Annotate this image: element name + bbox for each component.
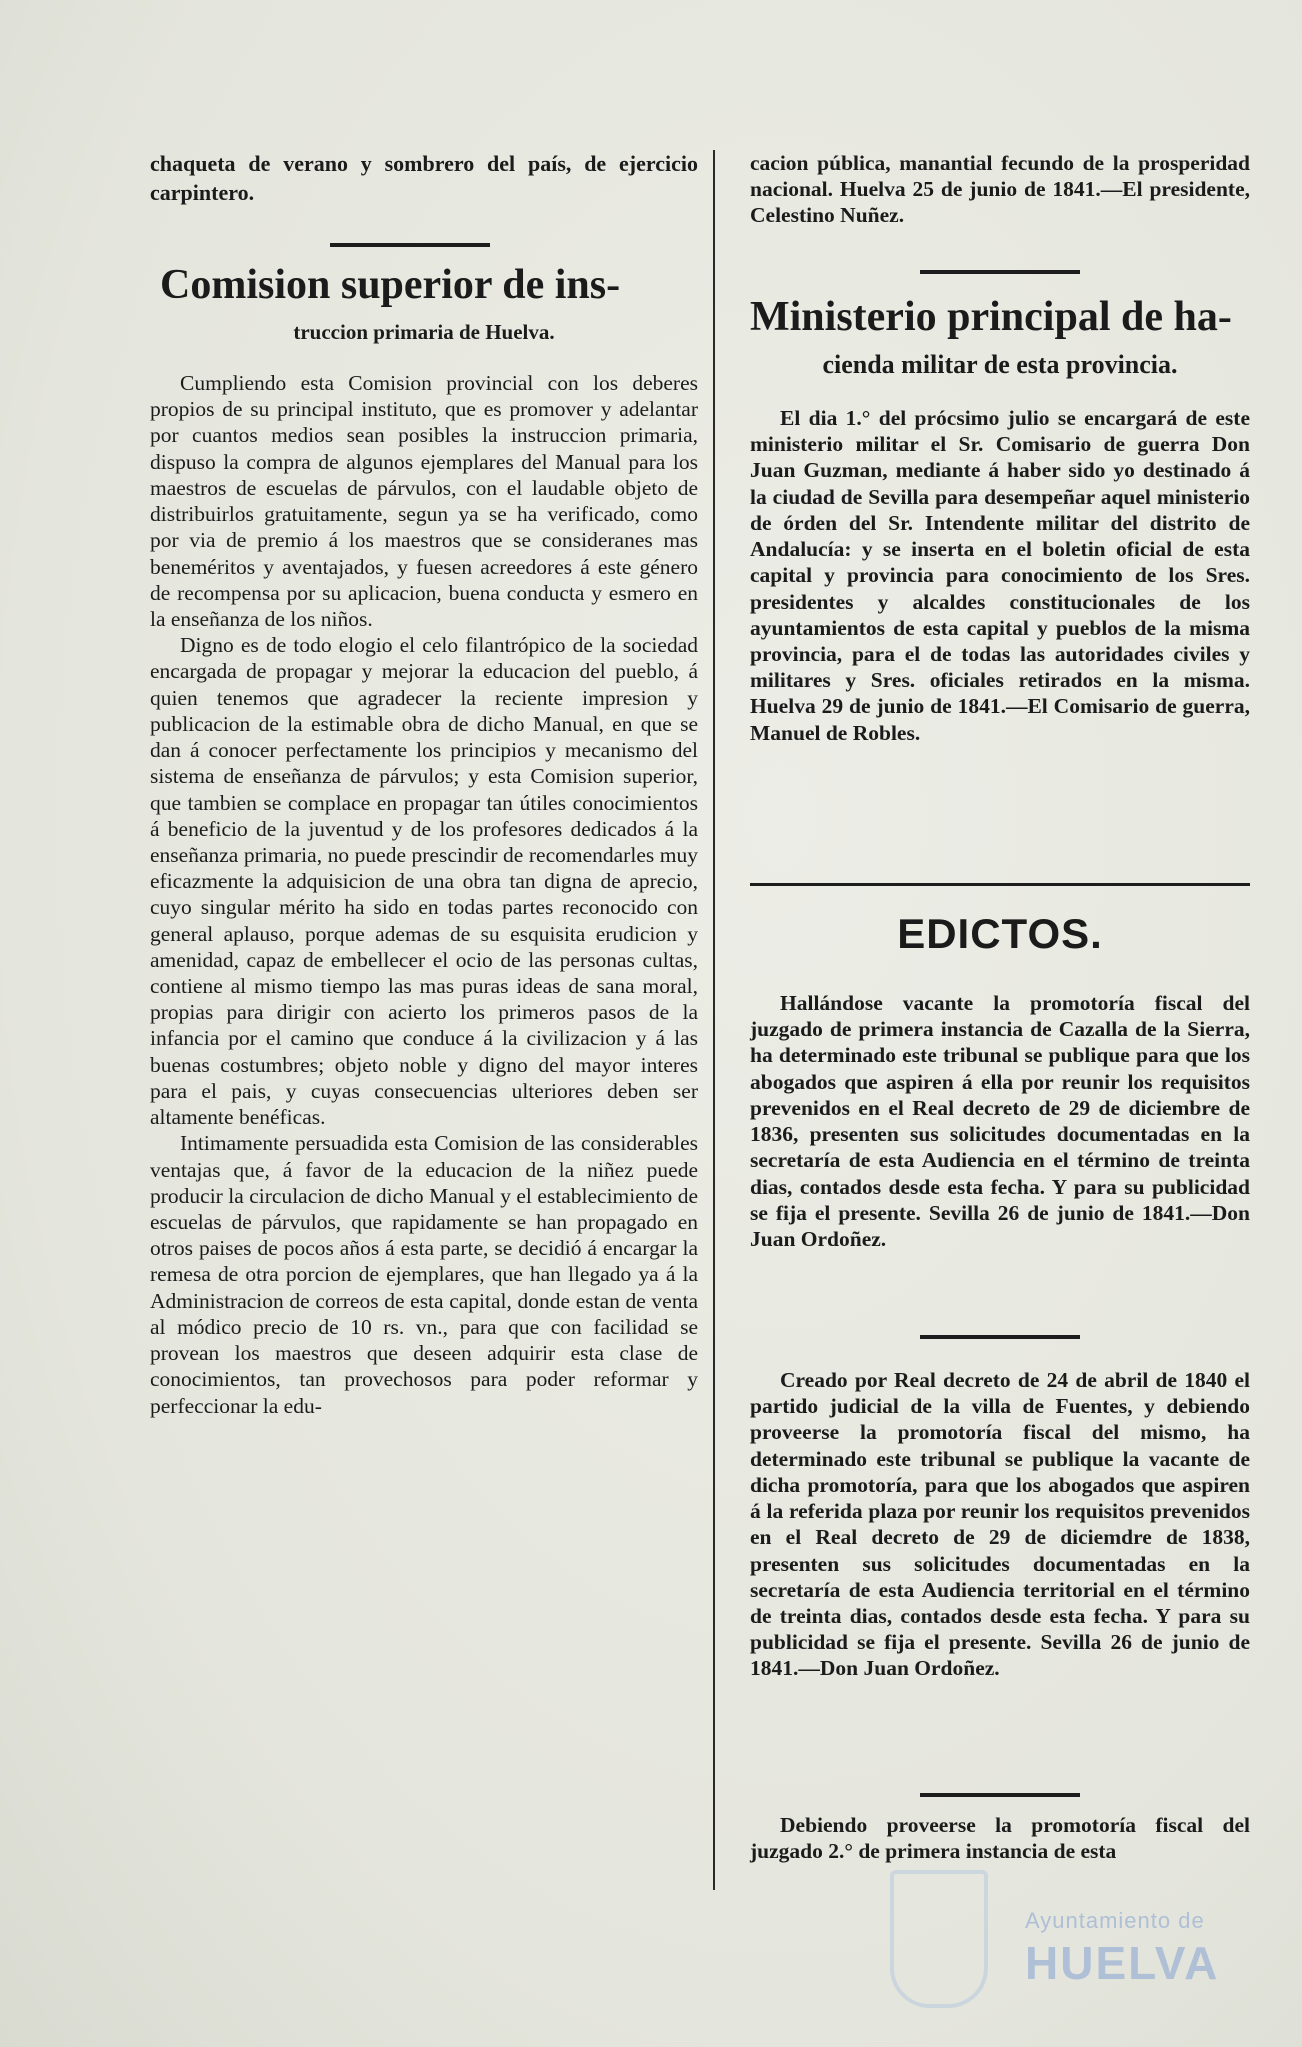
section-rule-long (750, 883, 1250, 886)
comision-paragraph-3: Intimamente persuadida esta Comision de las considerables ventajas que, á favor de la educacion de la niñez puede producir la circulacion de dicho Manual y el establecimiento de escuelas de párvulos, que rapidamente se han propagado en otros paises de pocos años á esta parte, se decidió á encargar la remesa de otra porcion de ejemplares, que han llegado ya á la Administracion de correos de esta capital, donde estan de venta al módico precio de 10 rs. vn., para que con facilidad se provean los maestros que deseen adquirir esta clase de conocimientos, tan provechosos para poder reformar y perfeccionar la edu- (150, 1131, 698, 1418)
comision-subheading: truccion primaria de Huelva. (293, 320, 555, 344)
section-rule (920, 1793, 1080, 1797)
ayuntamiento-watermark (880, 1870, 1240, 2030)
section-rule (920, 1335, 1080, 1339)
edicto-paragraph-2: Creado por Real decreto de 24 de abril de 1840 el partido judicial de la villa de Fuentes, y debiendo proveerse la promotoría fiscal del mismo, ha determinado este tribunal se publique la vacante de dicha promotoría, para que los abogados que aspiren á la referida plaza por reunir los requisitos prevenidos en el Real decreto de 29 de diciemdre de 1838, presenten sus solicitudes documentadas en la secretaría de esta Audiencia territorial en el término de treinta dias, contados desde esta fecha. Y para su publicidad se fija el presente. Sevilla 26 de junio de 1841.—Don Juan Ordoñez. (750, 1368, 1250, 1681)
left-intro-text: chaqueta de verano y sombrero del país, de ejercicio carpintero. (150, 151, 698, 205)
comision-heading: Comision superior de ins- (160, 262, 621, 308)
ministerio-subheading: cienda militar de esta provincia. (822, 350, 1178, 379)
watermark-line-1: Ayuntamiento de (1025, 1908, 1205, 1933)
edicto-paragraph-3: Debiendo proveerse la promotoría fiscal del juzgado 2.° de primera instancia de esta (750, 1813, 1250, 1864)
edictos-heading: EDICTOS. (897, 910, 1103, 957)
section-rule (330, 243, 490, 247)
section-rule (920, 270, 1080, 274)
column-divider (713, 150, 715, 1890)
ministerio-heading: Ministerio principal de ha- (750, 294, 1232, 340)
comision-paragraph-2: Digno es de todo elogio el celo filantrópico de la sociedad encargada de propagar y mejorar la educacion del pueblo, á quien tenemos que agradecer la reciente impresion y publicacion de la estimable obra de dicho Manual, en que se dan á conocer perfectamente los principios y mecanismo del sistema de enseñanza de párvulos; y esta Comision superior, que tambien se complace en propagar tan útiles conocimientos á beneficio de la juventud y de los profesores dedicados á la enseñanza primaria, no puede prescindir de recomendarles muy eficazmente la adquisicion de una obra tan digna de aprecio, cuyo singular mérito ha sido en todas partes reconocido con general aplauso, porque ademas de su esquisita erudicion y amenidad, capaz de embellecer el ocio de las personas cultas, contiene al mismo tiempo las mas puras ideas de sana moral, propias para dirigir con acierto los primeros pasos de la infancia por el camino que conduce á la civilizacion y á las buenas costumbres; objeto noble y digno del mayor interes para el pais, y cuyas consecuencias ulteriores deben ser altamente benéficas. (150, 633, 698, 1130)
comision-paragraph-1: Cumpliendo esta Comision provincial con los deberes propios de su principal instituto, que es promover y adelantar por cuantos medios sean posibles la instruccion primaria, dispuso la compra de algunos ejemplares del Manual para los maestros de escuelas de párvulos, con el laudable objeto de distribuirlos gratuitamente, segun ya se ha verificado, como por via de premio á los maestros que se consideranes mas beneméritos y aventajados, y fuesen acreedores á este género de recompensa por su aplicacion, buena conducta y esmero en la enseñanza de los niños. (150, 371, 698, 631)
city-shield-icon (890, 1870, 988, 2008)
edicto-paragraph-1: Hallándose vacante la promotoría fiscal del juzgado de primera instancia de Cazalla de la Sierra, ha determinado este tribunal se publique para que los abogados que aspiren á ella por reunir los requisitos prevenidos en el Real decreto de 29 de diciembre de 1836, presenten sus solicitudes documentadas en la secretaría de esta Audiencia en el término de treinta dias, contados desde esta fecha. Y para su publicidad se fija el presente. Sevilla 26 de junio de 1841.—Don Juan Ordoñez. (750, 991, 1250, 1251)
watermark-line-2: HUELVA (1025, 1937, 1220, 1989)
right-intro-text: cacion pública, manantial fecundo de la prosperidad nacional. Huelva 25 de junio de 1841.—El presidente, Celestino Nuñez. (750, 151, 1250, 228)
ministerio-paragraph: El dia 1.° del prócsimo julio se encargará de este ministerio militar el Sr. Comisario de guerra Don Juan Guzman, mediante á haber sido yo destinado á la ciudad de Sevilla para desempeñar aquel ministerio de órden del Sr. Intendente militar del distrito de Andalucía: y se inserta en el boletin oficial de esta capital y provincia para conocimiento de los Sres. presidentes y alcaldes constitucionales de los ayuntamientos de esta capital y pueblos de la misma provincia, para el de todas las autoridades civiles y militares y Sres. oficiales retirados en la misma. Huelva 29 de junio de 1841.—El Comisario de guerra, Manuel de Robles. (750, 406, 1250, 745)
